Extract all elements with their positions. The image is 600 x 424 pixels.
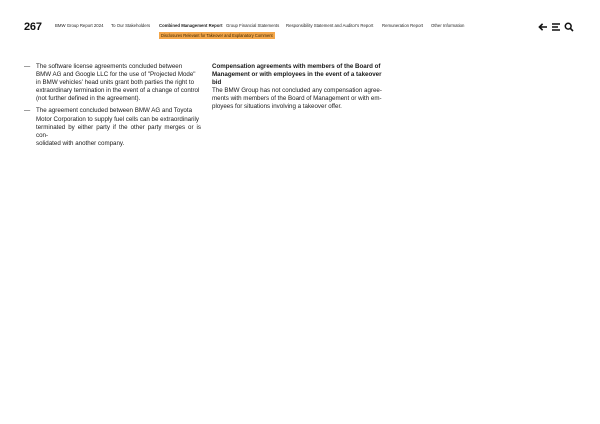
search-icon[interactable]: [564, 22, 574, 32]
list-item: [24, 107, 201, 147]
text-line: (not further defined in the agreement).: [36, 95, 141, 103]
nav-item-financial-statements[interactable]: Group Financial Statements: [226, 23, 280, 28]
heading-line: Management or with employees in the event of a takeover: [212, 71, 382, 79]
nav-item-auditors-report[interactable]: Responsibility Statement and Auditor's Report: [286, 23, 374, 28]
heading-line: bid: [212, 79, 222, 87]
bullet-dash: —: [24, 63, 31, 70]
nav-item-other-information[interactable]: Other Information: [431, 23, 465, 28]
text-line: solidated with another company.: [36, 139, 125, 147]
nav-item-management-report[interactable]: Combined Management Report: [159, 23, 223, 28]
section-body: [212, 87, 388, 111]
text-line: Motor Corporation to supply fuel cells can be extraordinarily: [36, 115, 200, 123]
nav-item-remuneration[interactable]: Remuneration Report: [382, 23, 424, 28]
heading-line: Compensation agreements with members of the Board of: [212, 63, 381, 70]
text-line: terminated by either party if the other party merges or is con-: [36, 123, 201, 139]
text-line: in BMW vehicles' head units grant both parties the right to: [36, 79, 195, 87]
text-line: The agreement concluded between BMW AG and Toyota: [36, 107, 193, 115]
right-column: [212, 63, 388, 112]
text-line: ployees for situations involving a takeover offer.: [212, 103, 342, 111]
arrow-left-icon[interactable]: [538, 22, 548, 32]
section-heading: [212, 63, 388, 87]
left-column: [24, 63, 201, 152]
text-line: extraordinary termination in the event of a change of control: [36, 87, 200, 95]
text-line: The software license agreements concluded between: [36, 63, 183, 70]
subnav-active-section[interactable]: Disclosures Relevant for Takeover and Explanatory Comment: [161, 33, 273, 38]
text-line: The BMW Group has not concluded any compensation agree-: [212, 87, 382, 95]
page-number: 267: [24, 21, 42, 33]
menu-icon[interactable]: [551, 22, 561, 32]
bullet-dash: —: [24, 107, 31, 115]
nav-item-report[interactable]: BMW Group Report 2024: [55, 23, 104, 28]
text-line: ments with members of the Board of Management or with em-: [212, 95, 382, 103]
list-item: [24, 63, 201, 103]
nav-item-stakeholders[interactable]: To Our Stakeholders: [111, 23, 151, 28]
text-line: BMW AG and Google LLC for the use of "Projected Mode": [36, 71, 196, 79]
